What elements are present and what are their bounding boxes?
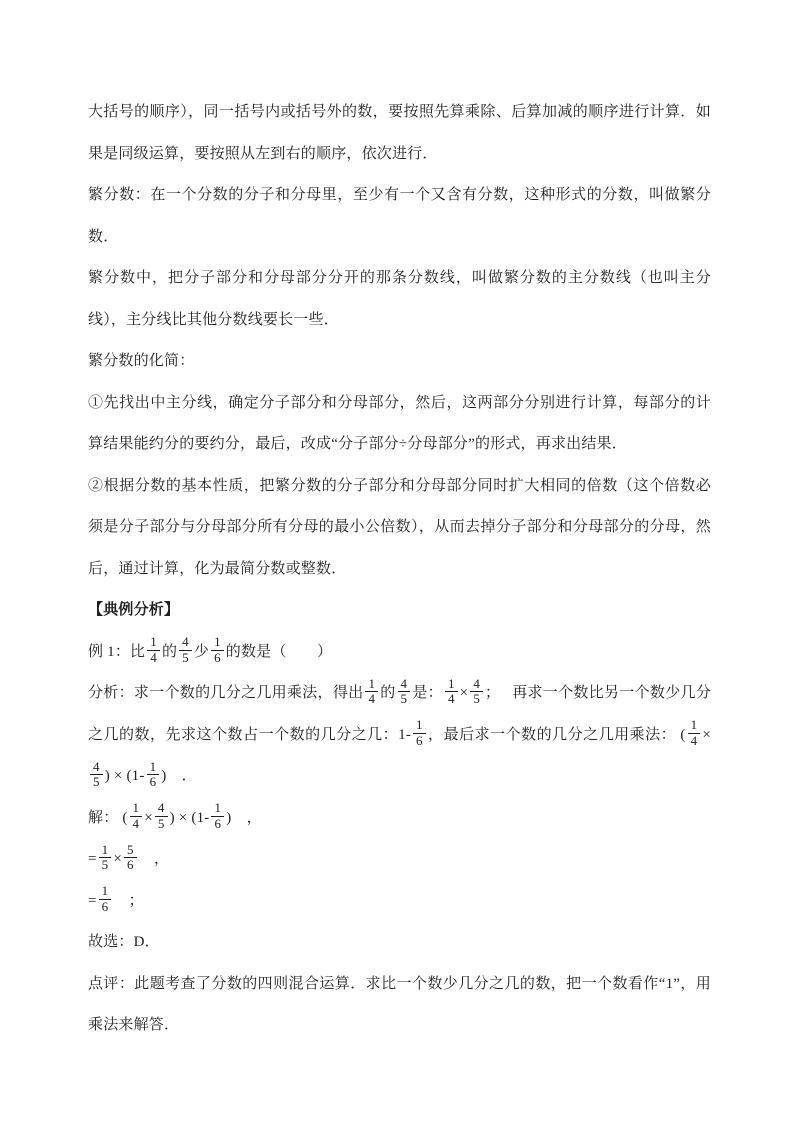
fraction: [470, 677, 483, 707]
math-text: ) × (1-: [104, 768, 145, 784]
fraction-denominator: 4: [130, 816, 143, 832]
math-text: ×: [459, 685, 469, 701]
fraction: [130, 801, 143, 831]
fraction-numerator: 1: [101, 883, 109, 899]
math-text: 1: [665, 975, 674, 992]
heading-example-analysis: 【典例分析】: [88, 602, 180, 618]
fraction: [211, 801, 224, 831]
fraction-denominator: 5: [99, 857, 112, 873]
para-method-2: ②根据分数的基本性质，把繁分数的分子部分和分母部分同时扩大相同的倍数（这个倍数必须是分子部分与分母部分所有分母的最小公倍数），从而去掉分子部分和分母部分的分母，然后，通过计算，化为最简分数或整数．: [88, 477, 711, 577]
math-text: D: [133, 934, 145, 950]
math-text: 1-: [398, 726, 412, 743]
fraction-denominator: 5: [90, 774, 103, 790]
fraction-denominator: 5: [398, 691, 411, 707]
fraction-denominator: 5: [470, 691, 483, 707]
fraction-numerator: 5: [127, 841, 134, 857]
para-method-1: ①先找出中主分线，确定分子部分和分母部分，然后，这两部分分别进行计算，每部分的计算结果能约分的要约分，最后，改成“分子部分÷分母部分”的形式，再求出结果．: [88, 394, 711, 452]
fraction: [179, 635, 192, 665]
para-simplification-intro: 繁分数的化简：: [88, 353, 195, 369]
fraction-denominator: 6: [413, 733, 426, 749]
para-analysis: 分析：求一个数的几分之几用乘法，得出 $\frac{1}{4}$ 的 $\frac{4}{5}$ 是： $\frac{1}{4}$ × $\frac{4}{5}$ ； 再求一个数比另一个数少几分之几的数，先求这个数占一个数的几分之几：1- $\frac{1}{6}$ ，最后求一个数的几分之几用乘法： ( $\frac{1}{4}$ × $\frac{4}{5}$ ) × (1- $\frac{1}{6}$ ) ．: [88, 675, 712, 790]
fraction-numerator: 1: [149, 758, 157, 774]
fraction: [147, 635, 160, 665]
math-text: ×: [144, 809, 153, 826]
fraction-numerator: 1: [150, 634, 157, 650]
fraction: [365, 677, 378, 707]
para-operation-order: 大括号的顺序），同一括号内或括号外的数，要按照先算乘除、后算加减的顺序进行计算．如果是同级运算，要按照从左到右的顺序，依次进行．: [88, 104, 711, 162]
document-body: [88, 92, 711, 1047]
math-text: =: [88, 851, 97, 867]
fraction: [445, 677, 458, 707]
fraction: [413, 718, 426, 748]
fraction-denominator: 4: [147, 650, 160, 666]
fraction-numerator: 1: [132, 800, 140, 816]
fraction-numerator: 4: [182, 634, 189, 650]
fraction: [147, 760, 160, 790]
fraction-denominator: 6: [211, 816, 224, 832]
fraction: [99, 884, 112, 914]
fraction-denominator: 4: [688, 733, 701, 749]
math-text: ×: [702, 726, 711, 743]
fraction-numerator: 1: [447, 675, 455, 691]
para-main-fraction-line: 繁分数中，把分子部分和分母部分分开的那条分数线，叫做繁分数的主分数线（也叫主分线），主分线比其他分数线要长一些．: [88, 270, 711, 328]
fraction-denominator: 4: [445, 691, 458, 707]
fraction-numerator: 1: [416, 717, 423, 733]
line-step-2: = $\frac{1}{6}$ ；: [88, 883, 144, 914]
fraction-numerator: 1: [214, 634, 221, 650]
fraction: [688, 718, 701, 748]
fraction-denominator: 6: [211, 650, 224, 666]
fraction-numerator: 1: [368, 675, 376, 691]
fraction-denominator: 6: [124, 857, 137, 873]
fraction-numerator: 1: [214, 800, 222, 816]
fraction-numerator: 1: [690, 717, 698, 733]
fraction-numerator: 4: [400, 675, 408, 691]
line-example-1: 例 1：比 $\frac{1}{4}$ 的 $\frac{4}{5}$ 少 $\frac{1}{6}$ 的数是（ ）: [88, 634, 333, 665]
fraction: [99, 843, 112, 873]
fraction-denominator: 6: [147, 774, 160, 790]
para-comment: 点评：此题考查了分数的四则混合运算．求比一个数少几分之几的数，把一个数看作“1”，用乘法来解答．: [88, 975, 711, 1033]
para-complex-fraction-definition: 繁分数：在一个分数的分子和分母里，至少有一个又含有分数，这种形式的分数，叫做繁分数．: [88, 187, 711, 245]
line-answer: 故选：D．: [88, 934, 160, 950]
fraction: [155, 801, 168, 831]
math-text: ×: [113, 851, 123, 867]
fraction: [124, 843, 137, 873]
fraction-denominator: 4: [365, 691, 378, 707]
fraction-denominator: 5: [155, 816, 168, 832]
math-text: ): [161, 768, 167, 784]
fraction-denominator: 6: [99, 899, 112, 915]
math-text: ): [226, 809, 232, 826]
math-text: 1: [103, 643, 115, 660]
fraction: [90, 760, 103, 790]
fraction: [398, 677, 411, 707]
fraction-denominator: 5: [179, 650, 192, 666]
fraction-numerator: 4: [93, 758, 100, 774]
line-step-1: = $\frac{1}{5}$ × $\frac{5}{6}$ ，: [88, 841, 170, 873]
fraction: [211, 635, 224, 665]
line-solution: 解： ( $\frac{1}{4}$ × $\frac{4}{5}$ ) × (1- $\frac{1}{6}$ ) ，: [88, 800, 262, 831]
fraction-numerator: 4: [473, 675, 481, 691]
fraction-numerator: 1: [101, 841, 109, 857]
fraction-numerator: 4: [157, 800, 165, 816]
math-text: ) × (1-: [169, 809, 210, 826]
math-text: =: [88, 892, 97, 909]
